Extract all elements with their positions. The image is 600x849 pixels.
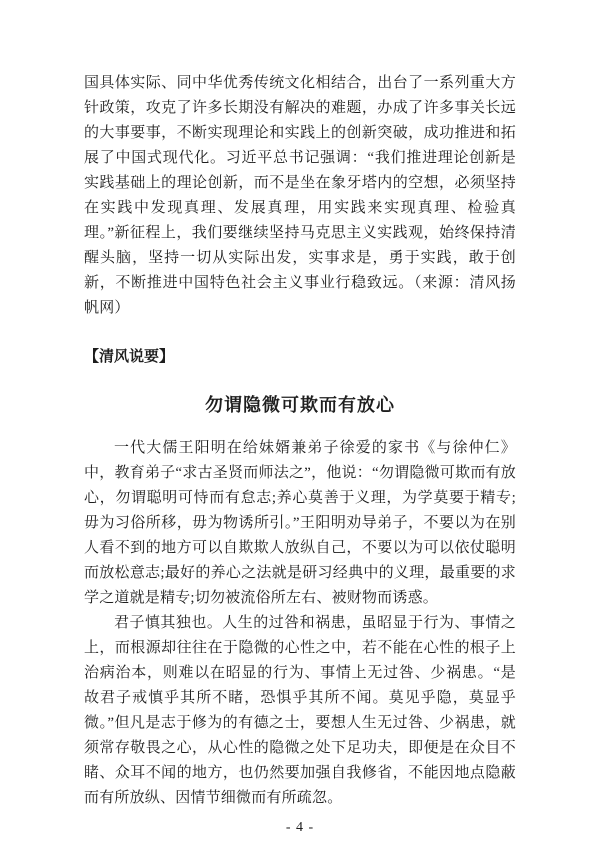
body-paragraph-1: 一代大儒王阳明在给妹婿兼弟子徐爱的家书《与徐仲仁》中，教育弟子“求古圣贤而师法之”，他说：“勿谓隐微可欺而有放心，勿谓聪明可恃而有怠志;养心莫善于义理，为学莫要于精专;毋为习俗所移，毋为物诱所引。”王阳明劝导弟子，不要以为在别人看不到的地方可以自欺欺人放纵自己，不要以为可以依仗聪明而放松意志;最好的养心之法就是研习经典中的义理，最重要的求学之道就是精专;切勿被流俗所左右、被财物而诱惑。 <box>84 440 516 606</box>
section-header: 【清风说要】 <box>84 349 175 365</box>
article-title: 勿谓隐微可欺而有放心 <box>205 395 395 415</box>
continuation-paragraph: 国具体实际、同中华优秀传统文化相结合，出台了一系列重大方针政策，攻克了许多长期没有解决的难题，办成了许多事关长远的大事要事，不断实现理论和实践上的创新突破，成功推进和拓展了中国式现代化。习近平总书记强调：“我们推进理论创新是实践基础上的理论创新，而不是坐在象牙塔内的空想，必须坚持在实践中发现真理、发展真理，用实践来实现真理、检验真理。”新征程上，我们要继续坚持马克思主义实践观，始终保持清醒头脑，坚持一切从实际出发，实事求是，勇于实践，敢于创新，不断推进中国特色社会主义事业行稳致远。（来源：清风扬帆网） <box>84 75 516 316</box>
page-number: - 4 - <box>285 820 315 835</box>
body-paragraph-2: 君子慎其独也。人生的过咎和祸患，虽昭显于行为、事情之上，而根源却往往在于隐微的心性之中，若不能在心性的根子上治病治本，则难以在昭显的行为、事情上无过咎、少祸患。“是故君子戒慎乎其所不睹，恐惧乎其所不闻。莫见乎隐，莫显乎微。”但凡是志于修为的有德之士，要想人生无过咎、少祸患，就须常存敬畏之心，从心性的隐微之处下足功夫，即便是在众目不睹、众耳不闻的地方，也仍然要加强自我修省，不能因地点隐蔽而有所放纵、因情节细微而有所疏忽。 <box>84 615 516 806</box>
